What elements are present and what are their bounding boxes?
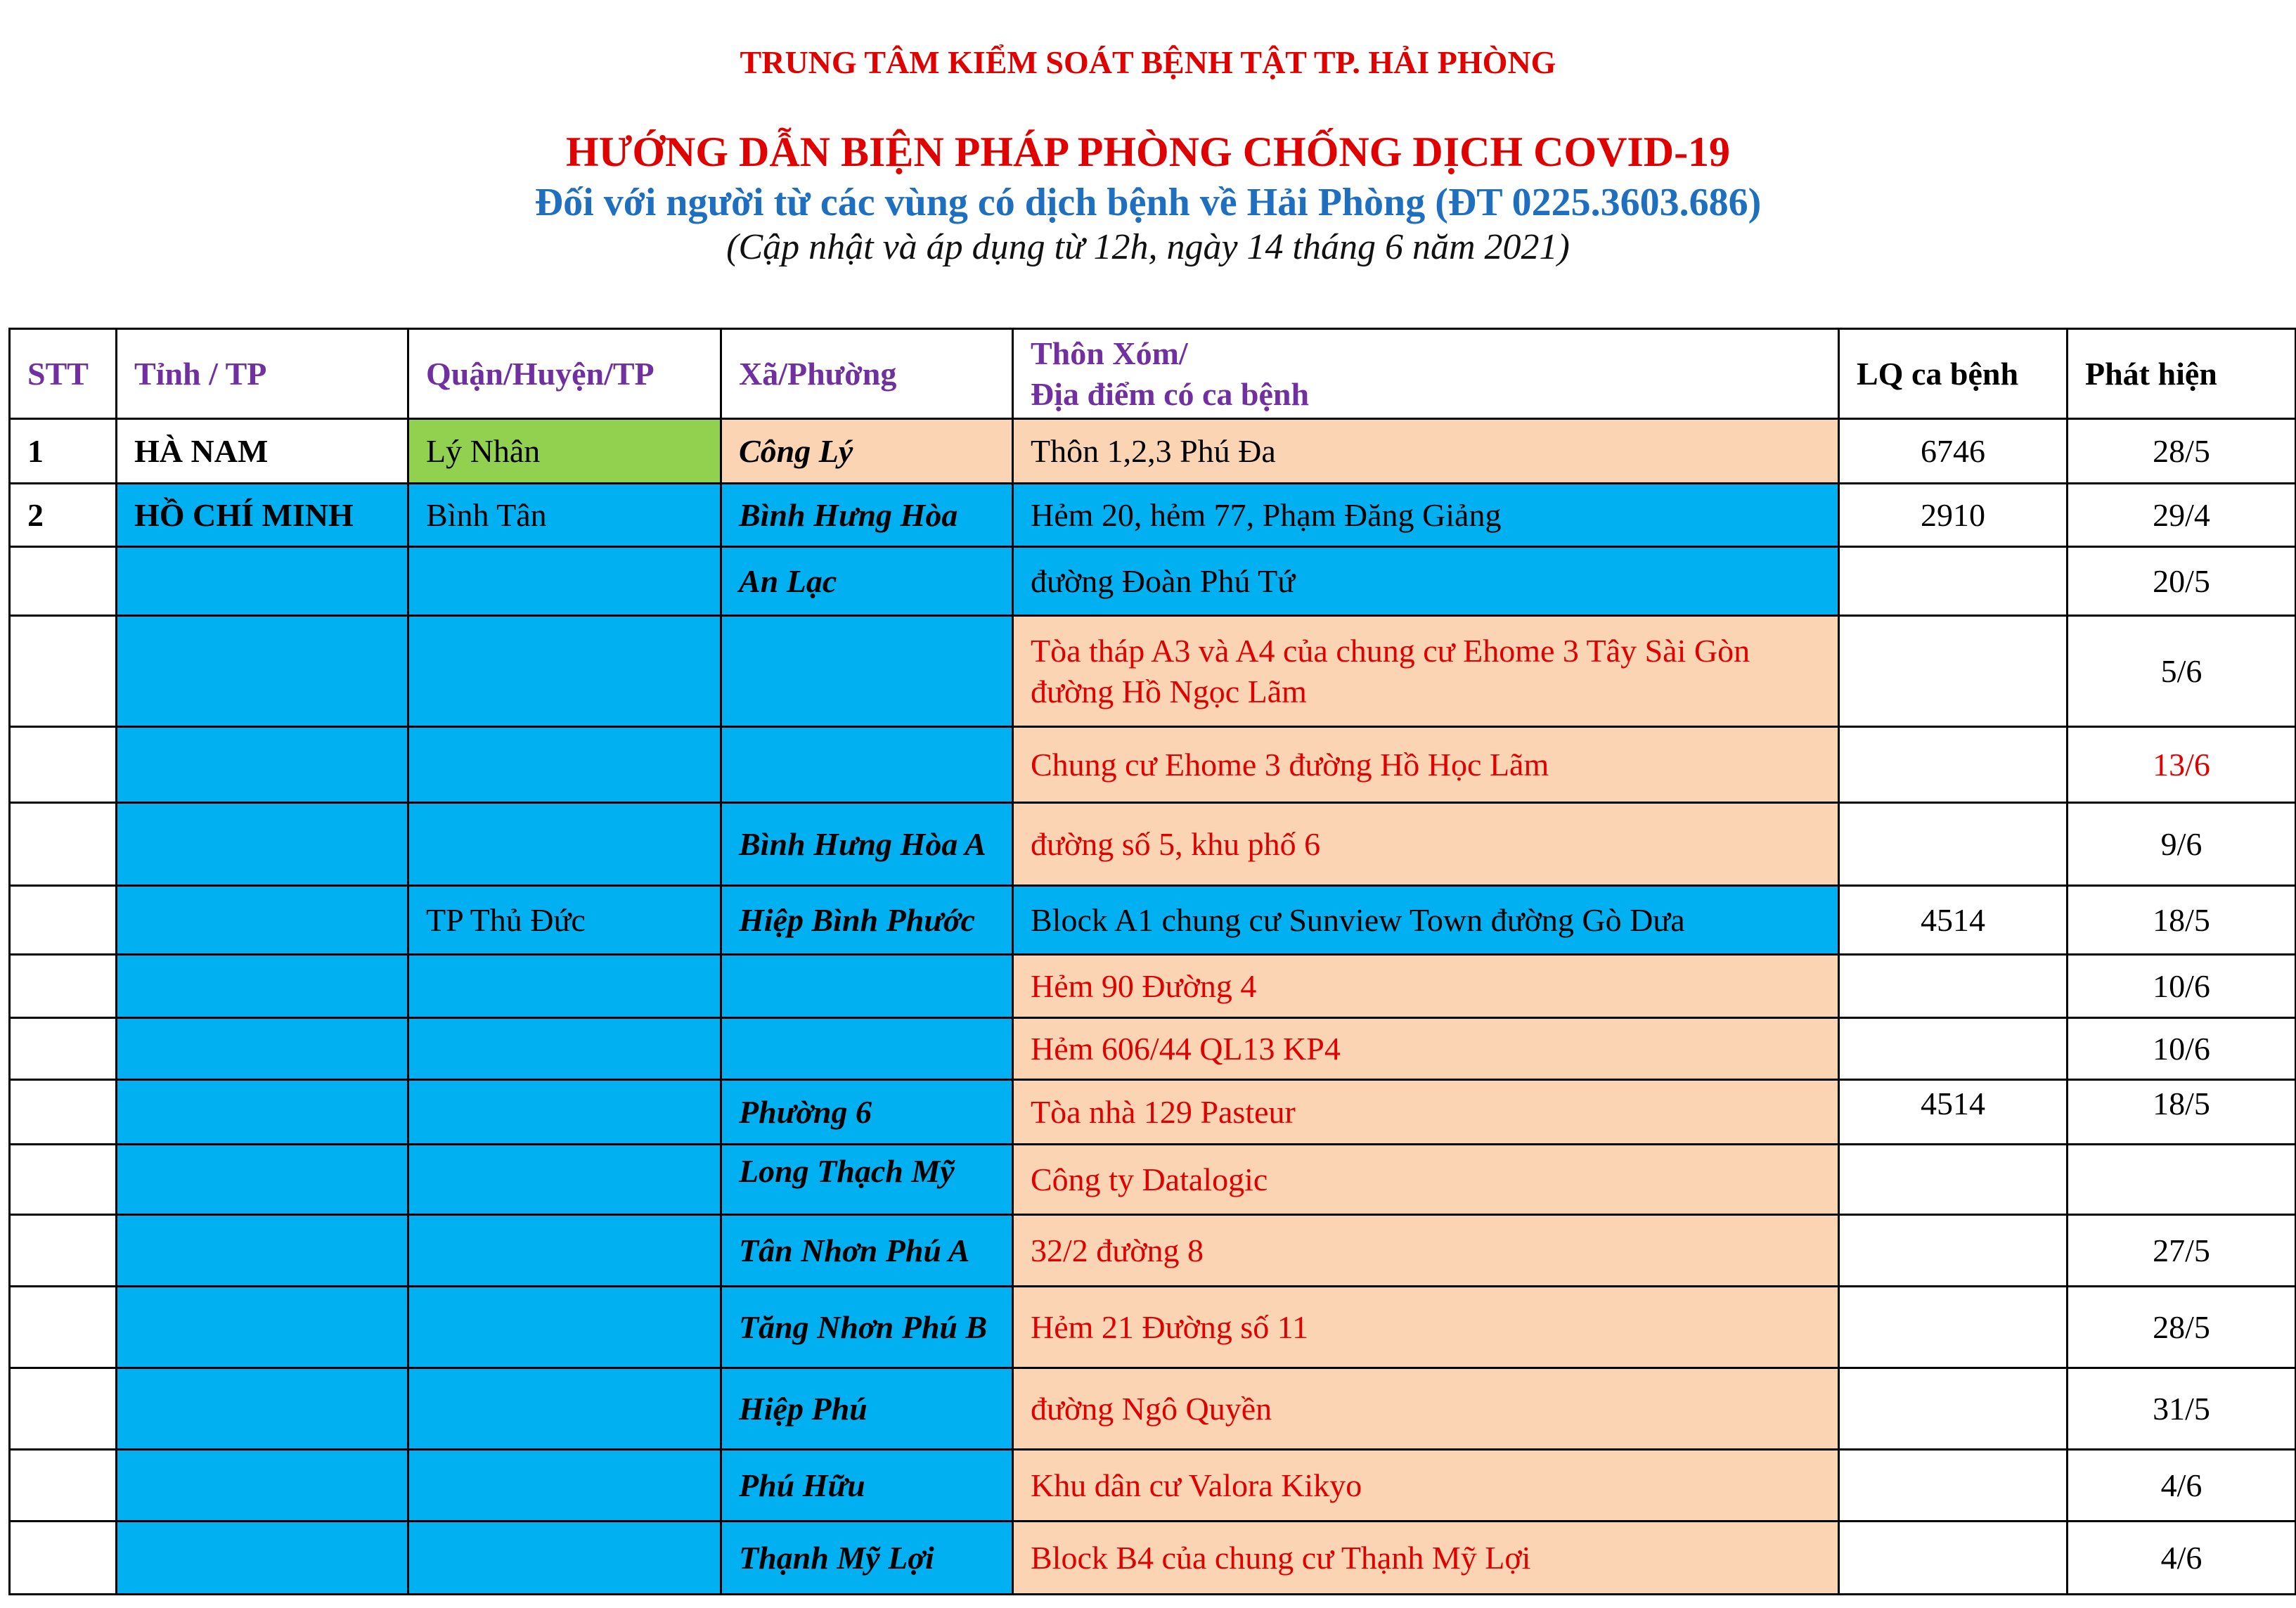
cell-district xyxy=(408,1145,721,1215)
cell-stt xyxy=(10,1450,117,1522)
cell-detected: 28/5 xyxy=(2068,1287,2296,1368)
cell-district xyxy=(408,1080,721,1145)
cell-related-case xyxy=(1839,1018,2068,1080)
cell-province xyxy=(117,547,408,616)
cell-district: TP Thủ Đức xyxy=(408,886,721,955)
table-row xyxy=(10,1368,2296,1450)
cell-location: Hẻm 90 Đường 4 xyxy=(1013,955,1839,1018)
cell-district xyxy=(408,1287,721,1368)
outbreak-locations-table xyxy=(8,328,2296,1595)
cell-location: Hẻm 606/44 QL13 KP4 xyxy=(1013,1018,1839,1080)
cell-district xyxy=(408,547,721,616)
table-row xyxy=(10,1522,2296,1595)
cell-ward: Bình Hưng Hòa xyxy=(721,484,1013,547)
cell-location: đường Đoàn Phú Tứ xyxy=(1013,547,1839,616)
cell-detected: 10/6 xyxy=(2068,1018,2296,1080)
cell-district xyxy=(408,727,721,803)
cell-stt xyxy=(10,1080,117,1145)
table-row xyxy=(10,727,2296,803)
cell-location: Tòa tháp A3 và A4 của chung cư Ehome 3 Tây Sài Gòn đường Hồ Ngọc Lãm xyxy=(1013,616,1839,727)
cell-province: HỒ CHÍ MINH xyxy=(117,484,408,547)
cell-ward: An Lạc xyxy=(721,547,1013,616)
cell-ward: Bình Hưng Hòa A xyxy=(721,803,1013,886)
document-subtitle: Đối với người từ các vùng có dịch bệnh về Hải Phòng (ĐT 0225.3603.686) xyxy=(534,181,1762,224)
cell-location: 32/2 đường 8 xyxy=(1013,1215,1839,1287)
cell-province xyxy=(117,955,408,1018)
cell-ward: Phú Hữu xyxy=(721,1450,1013,1522)
table-row xyxy=(10,1287,2296,1368)
column-header-detected: Phát hiện xyxy=(2068,329,2296,419)
cell-related-case xyxy=(1839,1368,2068,1450)
cell-detected: 18/5 xyxy=(2068,1080,2296,1145)
cell-detected: 28/5 xyxy=(2068,419,2296,484)
cell-detected: 20/5 xyxy=(2068,547,2296,616)
cell-location: đường số 5, khu phố 6 xyxy=(1013,803,1839,886)
cell-ward xyxy=(721,727,1013,803)
cell-stt xyxy=(10,1145,117,1215)
table-row xyxy=(10,1215,2296,1287)
table-row xyxy=(10,803,2296,886)
cell-province xyxy=(117,1215,408,1287)
cell-related-case xyxy=(1839,1215,2068,1287)
cell-detected: 13/6 xyxy=(2068,727,2296,803)
cell-ward: Tăng Nhơn Phú B xyxy=(721,1287,1013,1368)
table-row xyxy=(10,955,2296,1018)
cell-district: Lý Nhân xyxy=(408,419,721,484)
cell-detected: 27/5 xyxy=(2068,1215,2296,1287)
table-row xyxy=(10,1018,2296,1080)
document-title: HƯỚNG DẪN BIỆN PHÁP PHÒNG CHỐNG DỊCH COVID-19 xyxy=(565,129,1731,175)
cell-province xyxy=(117,727,408,803)
cell-detected: 18/5 xyxy=(2068,886,2296,955)
cell-location: Chung cư Ehome 3 đường Hồ Học Lãm xyxy=(1013,727,1839,803)
cell-detected: 5/6 xyxy=(2068,616,2296,727)
cell-ward xyxy=(721,1018,1013,1080)
table-row xyxy=(10,616,2296,727)
cell-stt xyxy=(10,1522,117,1595)
cell-related-case xyxy=(1839,616,2068,727)
cell-district xyxy=(408,1450,721,1522)
cell-province xyxy=(117,886,408,955)
cell-province xyxy=(117,1145,408,1215)
cell-ward: Hiệp Bình Phước xyxy=(721,886,1013,955)
cell-detected: 31/5 xyxy=(2068,1368,2296,1450)
organization-name: TRUNG TÂM KIỂM SOÁT BỆNH TẬT TP. HẢI PHÒNG xyxy=(740,44,1556,80)
cell-ward: Công Lý xyxy=(721,419,1013,484)
cell-location: Thôn 1,2,3 Phú Đa xyxy=(1013,419,1839,484)
column-header-location xyxy=(1013,329,1839,419)
column-header-province: Tỉnh / TP xyxy=(117,329,408,419)
cell-location: Hẻm 20, hẻm 77, Phạm Đăng Giảng xyxy=(1013,484,1839,547)
column-header-stt: STT xyxy=(10,329,117,419)
cell-province xyxy=(117,803,408,886)
table-row xyxy=(10,419,2296,484)
cell-location: Block B4 của chung cư Thạnh Mỹ Lợi xyxy=(1013,1522,1839,1595)
cell-stt xyxy=(10,1018,117,1080)
cell-related-case xyxy=(1839,1145,2068,1215)
cell-province xyxy=(117,1080,408,1145)
cell-location: Công ty Datalogic xyxy=(1013,1145,1839,1215)
cell-district xyxy=(408,803,721,886)
cell-detected: 29/4 xyxy=(2068,484,2296,547)
cell-province xyxy=(117,1018,408,1080)
cell-province xyxy=(117,1368,408,1450)
table-row xyxy=(10,1450,2296,1522)
cell-province xyxy=(117,1287,408,1368)
cell-detected xyxy=(2068,1145,2296,1215)
cell-ward: Phường 6 xyxy=(721,1080,1013,1145)
table-header-row xyxy=(10,329,2296,419)
update-note: (Cập nhật và áp dụng từ 12h, ngày 14 tháng 6 năm 2021) xyxy=(726,227,1570,267)
cell-related-case: 4514 xyxy=(1839,886,2068,955)
cell-related-case xyxy=(1839,1522,2068,1595)
cell-district xyxy=(408,1522,721,1595)
cell-related-case xyxy=(1839,1450,2068,1522)
cell-district: Bình Tân xyxy=(408,484,721,547)
cell-stt xyxy=(10,547,117,616)
table-row xyxy=(10,484,2296,547)
cell-related-case: 6746 xyxy=(1839,419,2068,484)
column-header-location-line1: Thôn Xóm/ xyxy=(1031,335,1188,371)
cell-related-case xyxy=(1839,547,2068,616)
cell-location: Block A1 chung cư Sunview Town đường Gò Dưa xyxy=(1013,886,1839,955)
cell-province: HÀ NAM xyxy=(117,419,408,484)
cell-district xyxy=(408,955,721,1018)
table-row xyxy=(10,1145,2296,1215)
cell-district xyxy=(408,1368,721,1450)
cell-ward: Thạnh Mỹ Lợi xyxy=(721,1522,1013,1595)
cell-related-case xyxy=(1839,1287,2068,1368)
cell-district xyxy=(408,1215,721,1287)
cell-district xyxy=(408,616,721,727)
cell-stt xyxy=(10,955,117,1018)
cell-location: Hẻm 21 Đường số 11 xyxy=(1013,1287,1839,1368)
cell-stt xyxy=(10,803,117,886)
cell-detected: 4/6 xyxy=(2068,1450,2296,1522)
cell-stt xyxy=(10,727,117,803)
table-row xyxy=(10,547,2296,616)
cell-detected: 4/6 xyxy=(2068,1522,2296,1595)
cell-stt xyxy=(10,1368,117,1450)
cell-location: Tòa nhà 129 Pasteur xyxy=(1013,1080,1839,1145)
cell-stt: 2 xyxy=(10,484,117,547)
column-header-related-case: LQ ca bệnh xyxy=(1839,329,2068,419)
cell-stt xyxy=(10,1215,117,1287)
cell-related-case xyxy=(1839,803,2068,886)
cell-stt xyxy=(10,616,117,727)
cell-ward xyxy=(721,955,1013,1018)
table-row xyxy=(10,1080,2296,1145)
cell-detected: 9/6 xyxy=(2068,803,2296,886)
cell-ward: Long Thạch Mỹ xyxy=(721,1145,1013,1215)
cell-related-case xyxy=(1839,727,2068,803)
cell-stt: 1 xyxy=(10,419,117,484)
cell-province xyxy=(117,616,408,727)
column-header-ward: Xã/Phường xyxy=(721,329,1013,419)
cell-province xyxy=(117,1450,408,1522)
cell-province xyxy=(117,1522,408,1595)
column-header-district: Quận/Huyện/TP xyxy=(408,329,721,419)
cell-ward xyxy=(721,616,1013,727)
cell-stt xyxy=(10,886,117,955)
cell-related-case: 2910 xyxy=(1839,484,2068,547)
cell-district xyxy=(408,1018,721,1080)
cell-related-case xyxy=(1839,955,2068,1018)
cell-ward: Hiệp Phú xyxy=(721,1368,1013,1450)
cell-location: đường Ngô Quyền xyxy=(1013,1368,1839,1450)
column-header-location-line2: Địa điểm có ca bệnh xyxy=(1031,375,1310,412)
cell-location: Khu dân cư Valora Kikyo xyxy=(1013,1450,1839,1522)
cell-detected: 10/6 xyxy=(2068,955,2296,1018)
table-row xyxy=(10,886,2296,955)
cell-ward: Tân Nhơn Phú A xyxy=(721,1215,1013,1287)
cell-related-case: 4514 xyxy=(1839,1080,2068,1145)
cell-stt xyxy=(10,1287,117,1368)
